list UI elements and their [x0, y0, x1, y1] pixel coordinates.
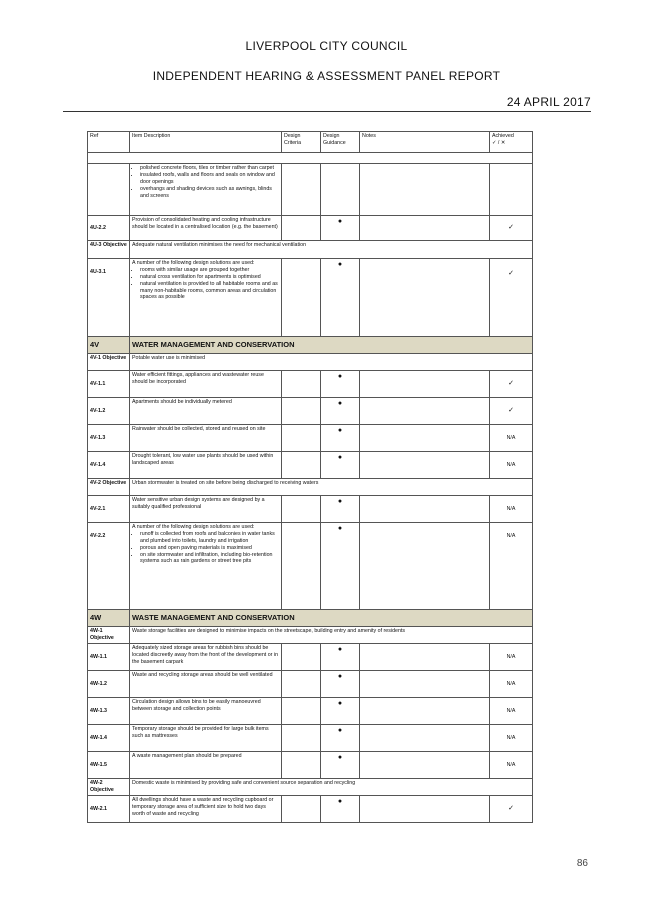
header-rule — [63, 111, 591, 112]
achieved-value: N/A — [490, 452, 533, 479]
row-ref: 4V-1.3 — [88, 425, 130, 452]
col-header-notes: Notes — [360, 132, 490, 153]
row-ref: 4V-2 Objective — [88, 479, 130, 496]
guidance-dot: ● — [321, 796, 360, 823]
bullet: • rooms with similar usage are grouped together — [140, 267, 279, 274]
bullet: • runoff is collected from roofs and balconies in water tanks and plumbed into toilets, laundry and irrigation — [140, 531, 279, 545]
objective-text: Domestic waste is minimised by providing safe and convenient source separation and recycling — [130, 779, 533, 796]
guidance-dot: ● — [321, 523, 360, 610]
bullet: • porous and open paving materials is maximised — [140, 545, 279, 552]
achieved-value: N/A — [490, 523, 533, 610]
row-ref: 4V-1.4 — [88, 452, 130, 479]
item-description: A waste management plan should be prepared — [130, 752, 282, 779]
col-header-achieved — [490, 132, 533, 153]
section-header-row — [88, 610, 533, 627]
table-row — [88, 452, 533, 479]
row-ref: 4V-1 Objective — [88, 354, 130, 371]
guidance-dot: ● — [321, 496, 360, 523]
col-header-ref: Ref — [88, 132, 130, 153]
table-row — [88, 752, 533, 779]
guidance-dot: ● — [321, 752, 360, 779]
table-row — [88, 796, 533, 823]
section-ref: 4V — [88, 337, 130, 354]
row-ref: 4W-1.5 — [88, 752, 130, 779]
table-row — [88, 644, 533, 671]
row-ref: 4U-3 Objective — [88, 241, 130, 259]
achieved-value: N/A — [490, 752, 533, 779]
table-row — [88, 725, 533, 752]
item-description: All dwellings should have a waste and recycling cupboard or temporary storage area of sufficient size to hold two days worth of waste and recycling — [130, 796, 282, 823]
item-description — [130, 523, 282, 610]
achieved-value: N/A — [490, 425, 533, 452]
table-row — [88, 371, 533, 398]
objective-row — [88, 627, 533, 644]
row-ref: 4W-1.4 — [88, 725, 130, 752]
achieved-value: N/A — [490, 496, 533, 523]
item-description: Rainwater should be collected, stored and reused on site — [130, 425, 282, 452]
design-compliance-table — [87, 131, 533, 823]
achieved-value: ✓ — [490, 259, 533, 337]
row-ref: 4W-1 Objective — [88, 627, 130, 644]
table-row — [88, 671, 533, 698]
guidance-dot: ● — [321, 671, 360, 698]
guidance-dot: ● — [321, 259, 360, 337]
item-description — [130, 259, 282, 337]
table-row — [88, 259, 533, 337]
row-ref: 4U-3.1 — [88, 259, 130, 337]
achieved-value: ✓ — [490, 371, 533, 398]
item-intro: A number of the following design solutions are used: — [132, 260, 255, 266]
table-row — [88, 698, 533, 725]
table-row — [88, 496, 533, 523]
achieved-label: Achieved — [492, 133, 514, 139]
row-ref: 4W-2.1 — [88, 796, 130, 823]
guidance-dot: ● — [321, 398, 360, 425]
item-description: Apartments should be individually metered — [130, 398, 282, 425]
guidance-dot: ● — [321, 452, 360, 479]
col-header-guidance: Design Guidance — [321, 132, 360, 153]
item-description: Water efficient fittings, appliances and wastewater reuse should be incorporated — [130, 371, 282, 398]
table-row — [88, 523, 533, 610]
section-title: WATER MANAGEMENT AND CONSERVATION — [130, 337, 533, 354]
row-ref: 4V-1.1 — [88, 371, 130, 398]
objective-text: Adequate natural ventilation minimises the need for mechanical ventilation — [130, 241, 533, 259]
bullet: • on site stormwater and infiltration, including bio-retention systems such as rain gardens or street tree pits — [140, 552, 279, 566]
objective-row — [88, 779, 533, 796]
table-row — [88, 164, 533, 216]
item-description: Adequately sized storage areas for rubbish bins should be located discreetly away from the front of the development or in the basement carpark — [130, 644, 282, 671]
achieved-value: ✓ — [490, 216, 533, 241]
objective-text: Potable water use is minimised — [130, 354, 533, 371]
item-intro: A number of the following design solutions are used: — [132, 524, 255, 530]
bullet: • natural cross ventilation for apartments is optimised — [140, 274, 279, 281]
achieved-value: ✓ — [490, 398, 533, 425]
row-ref: 4V-2.1 — [88, 496, 130, 523]
achieved-marks: ✓ / ✕ — [492, 139, 506, 146]
bullet: • insulated roofs, walls and floors and seals on window and door openings — [140, 172, 279, 186]
achieved-value: N/A — [490, 725, 533, 752]
item-description — [130, 164, 282, 216]
table-row — [88, 216, 533, 241]
council-name: LIVERPOOL CITY COUNCIL — [245, 39, 408, 53]
guidance-dot: ● — [321, 725, 360, 752]
row-ref: 4W-1.3 — [88, 698, 130, 725]
objective-text: Waste storage facilities are designed to minimise impacts on the streetscape, building entry and amenity of residents — [130, 627, 533, 644]
section-ref: 4W — [88, 610, 130, 627]
objective-row — [88, 479, 533, 496]
row-ref: 4W-1.2 — [88, 671, 130, 698]
item-description: Circulation design allows bins to be easily manoeuvred between storage and collection points — [130, 698, 282, 725]
row-ref: 4V-1.2 — [88, 398, 130, 425]
guidance-dot: ● — [321, 644, 360, 671]
item-description: Water sensitive urban design systems are designed by a suitably qualified professional — [130, 496, 282, 523]
achieved-value: N/A — [490, 698, 533, 725]
section-title: WASTE MANAGEMENT AND CONSERVATION — [130, 610, 533, 627]
guidance-dot: ● — [321, 216, 360, 241]
guidance-dot: ● — [321, 371, 360, 398]
table-row — [88, 398, 533, 425]
item-description: Provision of consolidated heating and cooling infrastructure should be located in a centralised location (e.g. the basement) — [130, 216, 282, 241]
page-number: 86 — [576, 858, 588, 869]
col-header-criteria: Design Criteria — [282, 132, 321, 153]
report-date: 24 APRIL 2017 — [506, 95, 591, 109]
guidance-dot: ● — [321, 698, 360, 725]
item-description: Temporary storage should be provided for large bulk items such as mattresses — [130, 725, 282, 752]
objective-row — [88, 354, 533, 371]
row-ref: 4W-2 Objective — [88, 779, 130, 796]
guidance-dot: ● — [321, 425, 360, 452]
section-header-row — [88, 337, 533, 354]
achieved-value: ✓ — [490, 796, 533, 823]
col-header-item: Item Description — [130, 132, 282, 153]
objective-row — [88, 241, 533, 259]
spacer-row — [88, 153, 533, 164]
item-description: Waste and recycling storage areas should be well ventilated — [130, 671, 282, 698]
row-ref: 4U-2.2 — [88, 216, 130, 241]
item-description: Drought tolerant, low water use plants should be used within landscaped areas — [130, 452, 282, 479]
table-row — [88, 425, 533, 452]
report-title: INDEPENDENT HEARING & ASSESSMENT PANEL REPORT — [152, 69, 501, 83]
bullet: • natural ventilation is provided to all habitable rooms and as many non-habitable rooms, common areas and circulation spaces as possible — [140, 281, 279, 302]
achieved-value: N/A — [490, 644, 533, 671]
objective-text: Urban stormwater is treated on site before being discharged to receiving waters — [130, 479, 533, 496]
bullet: • overhangs and shading devices such as awnings, blinds and screens — [140, 186, 279, 200]
bullet: • polished concrete floors, tiles or timber rather than carpet — [140, 165, 279, 172]
row-ref: 4V-2.2 — [88, 523, 130, 610]
row-ref: 4W-1.1 — [88, 644, 130, 671]
achieved-value: N/A — [490, 671, 533, 698]
table-header-row — [88, 132, 533, 153]
